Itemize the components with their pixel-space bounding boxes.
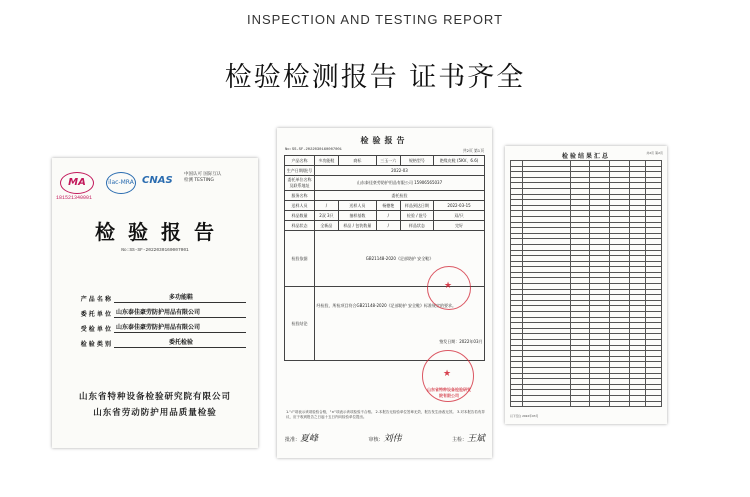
report-number: No:SS-SF-2022030160007001 [285, 148, 342, 152]
table-cell: 规格型号 [400, 156, 433, 166]
table-cell: 2022-03-15 [434, 201, 485, 211]
report-notes: 1."√"项表示该项检验合格，"×"项表示该项检验不合格。 2.本报告无检验单位签章无效，报告发生涂改无效。 3.对本报告若有异议，应于收到报告之日起十五日内向检验单位提出。 [286, 410, 485, 419]
table-cell: 生产日期/批号 [285, 166, 315, 176]
table-cell: 检验 / 批号 [400, 211, 433, 221]
stamp-text: 山东省特种设备检验研究院有限公司 [427, 387, 471, 398]
table-cell [610, 401, 630, 407]
cover-field-row [66, 333, 246, 348]
conclusion-text: 经检验，所检项目符合GB21148-2020《足部防护 安全鞋》标准规定的要求。 [316, 302, 456, 308]
official-stamp [427, 266, 471, 310]
table-cell: 山东泰佳豪劳防护用品有限公司 15906565037 [315, 176, 485, 191]
table-cell: 样品到达日期 [400, 201, 433, 211]
cover-field-row [66, 288, 246, 303]
table-cell: 送样人员 [338, 201, 376, 211]
ma-logo: MA [60, 172, 94, 194]
issuing-organization-secondary: 山东省劳动防护用品质量检验 [93, 408, 217, 418]
report-info-table [284, 155, 485, 361]
signature-review: 审核：刘伟 [368, 434, 402, 444]
signature-approve: 批准：夏峰 [285, 434, 319, 444]
field-value: 山东泰佳豪劳防护用品有限公司 [114, 322, 246, 333]
signature-row [285, 431, 485, 444]
field-label: 委 托 单 位 [80, 311, 111, 318]
accreditation-text: 中国认可 国际互认 检测 TESTING [184, 172, 222, 183]
table-cell: 2022-03 [315, 166, 485, 176]
table-cell [511, 401, 523, 407]
results-page-number: 共2页 第2页 [646, 151, 663, 155]
table-cell: 样品数量 [285, 211, 315, 221]
table-row [285, 221, 485, 231]
table-cell: 检验结论 [285, 287, 315, 361]
report-cover-page [52, 158, 258, 448]
table-cell [522, 401, 570, 407]
report-page-number: 共2页 第1页 [462, 148, 484, 153]
field-label: 检 验 类 别 [80, 341, 111, 348]
table-cell: 委托单位名称及联系地址 [285, 176, 315, 191]
report-detail-page [277, 128, 492, 458]
table-cell: 样品状态 [400, 221, 433, 231]
table-row [285, 201, 485, 211]
results-table [510, 160, 662, 407]
table-cell: 委托检验 [315, 191, 485, 201]
results-footer: 以下空白 2022年03月 [510, 414, 539, 418]
table-cell: 样品状态 [285, 221, 315, 231]
issue-date: 签发日期：2022年03月 [439, 338, 483, 344]
table-cell: / [376, 221, 400, 231]
table-cell: 检验依据 [285, 231, 315, 287]
field-value: 委托检验 [114, 337, 246, 348]
standard-cell: GB21148-2020《足部防护 安全鞋》 [315, 231, 485, 287]
table-cell: / [376, 211, 400, 221]
stamp-star-icon: ★ [443, 369, 452, 379]
ilac-logo: ilac-MRA [106, 172, 136, 194]
table-cell: 服务名称 [285, 191, 315, 201]
table-row [511, 401, 662, 407]
field-label: 受 检 单 位 [80, 326, 111, 333]
table-cell: 产品名称 [285, 156, 315, 166]
table-cell: 商标 [338, 156, 376, 166]
issuing-organization: 山东省特种设备检验研究院有限公司 [78, 392, 231, 402]
field-value: 多功能鞋 [114, 292, 246, 303]
table-cell: 双/只 [434, 211, 485, 221]
table-cell: 三玉一六 [376, 156, 400, 166]
results-title: 检验结果汇总 [561, 153, 610, 160]
cnas-logo: CNAS [142, 175, 173, 186]
table-cell: 绝缘皮鞋 (5KV、6.6) [434, 156, 485, 166]
cover-fields [66, 288, 246, 348]
page-subtitle: INSPECTION AND TESTING REPORT [246, 12, 504, 27]
official-stamp-conclusion [422, 350, 474, 402]
table-row [285, 176, 485, 191]
table-row [285, 166, 485, 176]
table-cell [630, 401, 646, 407]
table-cell [590, 401, 610, 407]
results-summary-page [505, 146, 667, 424]
table-cell [646, 401, 662, 407]
field-value: 山东泰佳豪劳防护用品有限公司 [114, 307, 246, 318]
signature-inspect: 主检：王斌 [451, 434, 485, 444]
page-title: 检验检测报告 证书齐全 [224, 62, 526, 93]
cover-field-row [66, 303, 246, 318]
table-cell: 送样人员 [285, 201, 315, 211]
table-cell: 抽样基数 [338, 211, 376, 221]
cover-heading: 检验报告 [95, 220, 227, 244]
table-cell: 样品 / 包装数量 [338, 221, 376, 231]
table-row [285, 211, 485, 221]
table-cell: 杨德艳 [376, 201, 400, 211]
ma-number: 181521340001 [56, 195, 93, 201]
table-cell: 多功能鞋 [315, 156, 339, 166]
certification-logos [56, 172, 250, 202]
table-cell [570, 401, 590, 407]
table-row [285, 191, 485, 201]
table-cell: 全新品 [315, 221, 339, 231]
field-label: 产 品 名 称 [80, 296, 111, 303]
table-row [285, 156, 485, 166]
cover-report-number: No:SS-SF-2022030160007001 [121, 248, 189, 253]
table-cell: 完好 [434, 221, 485, 231]
stamp-star-icon: ★ [444, 281, 453, 291]
cover-field-row [66, 318, 246, 333]
report-title: 检验报告 [360, 136, 409, 145]
table-cell: 2双 3只 [315, 211, 339, 221]
table-cell: / [315, 201, 339, 211]
